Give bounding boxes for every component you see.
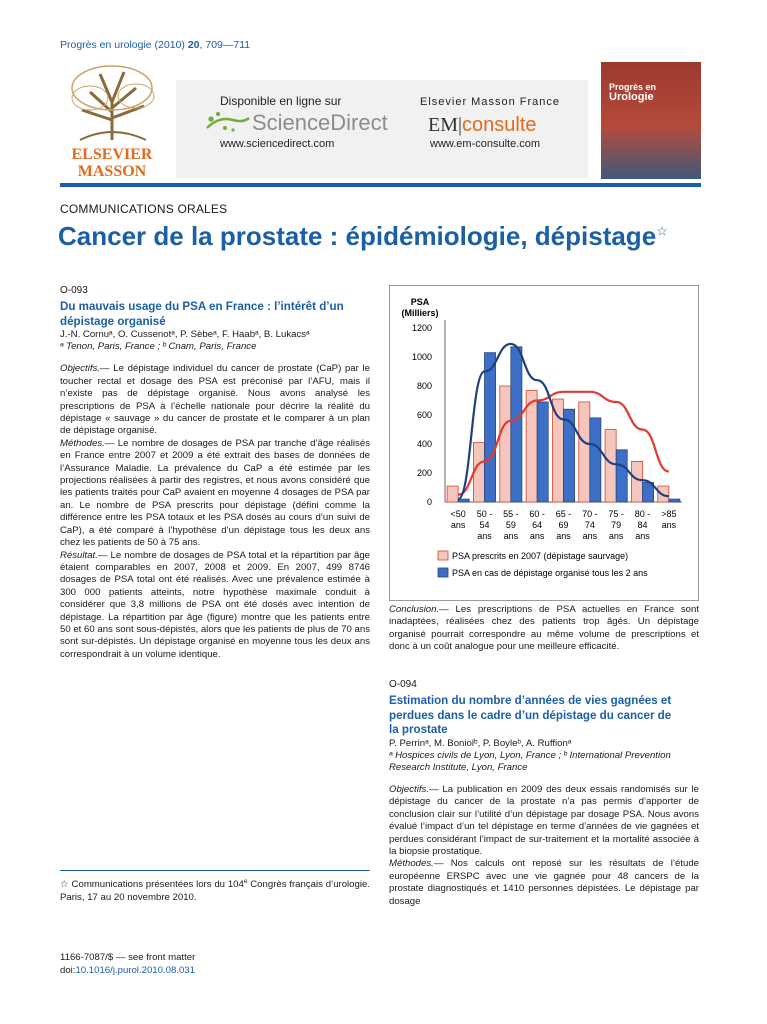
elsevier-logo bbox=[60, 62, 164, 178]
x-tick-label: <50 bbox=[450, 509, 466, 519]
footnote-rule bbox=[60, 870, 370, 871]
y-tick-label: 800 bbox=[416, 381, 432, 391]
em-logo-left: EM bbox=[428, 114, 458, 136]
title-text: Cancer de la prostate : épidémiologie, dépistage bbox=[58, 221, 657, 251]
article-affiliation: ᵃ Tenon, Paris, France ; ᵇ Cnam, Paris, France bbox=[60, 341, 257, 353]
methodes-label: Méthodes. bbox=[60, 437, 105, 449]
article-title-line1: Du mauvais usage du PSA en France : l’intérêt d’un bbox=[60, 300, 344, 314]
footnote-text-b: Congrès français d’urologie. Paris, 17 au 20 novembre 2010. bbox=[60, 879, 370, 903]
objectifs-label: Objectifs. bbox=[60, 363, 100, 375]
x-tick-label: 59 bbox=[505, 520, 516, 530]
methodes-text: — Nos calculs ont reposé sur les résultats de l’étude européenne ERSPC avec une vie gagnée pour 48 cancers de la prostate diagnostiqués et 1410 personnes dépistées. Le dépistage par dosage bbox=[389, 858, 699, 907]
copyright-line: 1166-7087/$ — see front matter bbox=[60, 952, 196, 963]
x-tick-label: ans bbox=[635, 531, 650, 541]
bar-prescrits bbox=[579, 402, 590, 502]
sd-available-text: Disponible en ligne sur bbox=[220, 94, 342, 108]
objectifs-text: — Le dépistage individuel du cancer de prostate (CaP) par le toucher rectal et dosage des PSA est préconisé par l’AFU, mais il n’existe pas de dépistage organisé. Nous avons analysé les prescriptions de PSA à l’échelle nationale pour décrire la réalité du dépistage « sauvage » du cancer de prostate et le comparer à un plan de dépistage organisé. bbox=[60, 363, 370, 437]
cover-title-line2: Urologie bbox=[609, 91, 654, 103]
x-tick-label: 50 - bbox=[476, 509, 493, 519]
article-o094 bbox=[389, 679, 699, 908]
x-tick-label: 79 bbox=[611, 520, 622, 530]
footnote-text-a: Communications présentées lors du 104 bbox=[68, 879, 244, 890]
article-authors: P. Perrinᵃ, M. Boniolᵇ, P. Boyleᵇ, A. Ruffionᵃ bbox=[389, 737, 572, 749]
article-title-line3: la prostate bbox=[389, 723, 448, 737]
x-tick-label: 75 - bbox=[608, 509, 624, 519]
y-axis-label-unit: (Milliers) bbox=[401, 308, 439, 318]
x-tick-label: 74 bbox=[584, 520, 595, 530]
title-footnote-mark[interactable]: ☆ bbox=[656, 223, 668, 239]
methodes-text: — Le nombre de dosages de PSA par tranche d’âge réalisés en France entre 2007 et 2009 a été extrait des bases de données de l’Assurance Maladie. La prévalence du CaP a été estimée par les projections réalisées à partir des registres, et nous avons considéré que les patients traités pour CaP avaient en moyenne 4 dosages de PSA par an. Le nombre de PSA prescrits pour dépistage (défini comme la différence entre les PSA totaux et les PSA dosés au cours d’un suivi de CaP), a été comparé à l’hypothèse d’un dépistage tous les deux ans chez les patients de 50 à 75 ans. bbox=[60, 437, 370, 549]
cover-title-line1: Progrès en bbox=[609, 82, 657, 92]
x-tick-label: ans bbox=[503, 531, 519, 541]
bar-prescrits bbox=[605, 430, 616, 503]
bar-prescrits bbox=[631, 461, 642, 502]
x-tick-label: 84 bbox=[637, 520, 648, 530]
objectifs-paragraph bbox=[60, 363, 370, 437]
copyright-block bbox=[60, 952, 195, 977]
logo-line1: ELSEVIER bbox=[71, 146, 153, 163]
page-title bbox=[58, 221, 668, 252]
bar-organise bbox=[485, 353, 496, 502]
resultat-paragraph bbox=[60, 550, 370, 662]
bar-organise bbox=[564, 409, 575, 502]
legend-swatch-organise bbox=[438, 568, 448, 577]
psa-figure bbox=[389, 285, 699, 601]
x-tick-label: 55 - bbox=[503, 509, 519, 519]
em-consulte-logo: EM|consulte bbox=[428, 114, 537, 136]
x-tick-label: >85 bbox=[661, 509, 677, 519]
section-label: COMMUNICATIONS ORALES bbox=[60, 202, 228, 216]
conclusion-paragraph bbox=[389, 604, 699, 654]
bar-prescrits bbox=[552, 399, 563, 502]
conclusion-label: Conclusion. bbox=[389, 604, 440, 615]
legend-label-prescrits: PSA prescrits en 2007 (dépistage saurvage) bbox=[452, 551, 629, 561]
legend-swatch-prescrits bbox=[438, 551, 448, 560]
y-axis-label: PSA bbox=[410, 297, 430, 307]
doi-link[interactable]: 10.1016/j.purol.2010.08.031 bbox=[75, 964, 195, 976]
x-tick-label: ans bbox=[477, 531, 492, 541]
article-title bbox=[60, 300, 370, 329]
bar-prescrits bbox=[447, 486, 458, 502]
methodes-paragraph bbox=[389, 858, 699, 908]
sciencedirect-name: ScienceDirect bbox=[252, 110, 388, 135]
y-tick-label: 0 bbox=[426, 497, 432, 507]
logo-line2: MASSON bbox=[77, 163, 147, 178]
x-tick-label: 65 - bbox=[555, 509, 572, 519]
x-tick-label: 70 - bbox=[582, 509, 598, 519]
article-o093 bbox=[60, 285, 370, 661]
methodes-label: Méthodes. bbox=[389, 858, 434, 870]
x-tick-label: ans bbox=[529, 531, 545, 541]
article-title-line1: Estimation du nombre d’années de vies gagnées et bbox=[389, 694, 672, 708]
x-tick-label: 64 bbox=[532, 520, 543, 530]
bar-organise bbox=[616, 450, 627, 502]
objectifs-paragraph bbox=[389, 784, 699, 858]
y-tick-label: 200 bbox=[416, 468, 432, 478]
journal-reference bbox=[60, 39, 250, 51]
article-title bbox=[389, 694, 699, 738]
x-tick-label: 69 bbox=[558, 520, 569, 530]
y-tick-label: 400 bbox=[416, 439, 432, 449]
doi-line bbox=[60, 965, 195, 978]
bar-organise bbox=[537, 402, 548, 502]
x-tick-label: 54 bbox=[479, 520, 490, 530]
journal-name: Progrès en urologie (2010) bbox=[60, 39, 188, 51]
article-title-line2: perdues dans le cadre d’un dépistage du cancer de bbox=[389, 708, 672, 722]
article-title-line2: dépistage organisé bbox=[60, 314, 166, 328]
x-tick-label: 60 - bbox=[529, 509, 545, 519]
article-authors: J.-N. Cornuᵃ, O. Cussenotᵃ, P. Sèbeᵃ, F. Haabᵃ, B. Lukacsᵃ bbox=[60, 329, 310, 341]
conclusion-block bbox=[389, 604, 699, 654]
footnote bbox=[60, 879, 370, 904]
bar-organise bbox=[590, 418, 601, 502]
y-tick-label: 600 bbox=[416, 410, 432, 420]
psa-chart bbox=[390, 286, 698, 600]
x-tick-label: 80 - bbox=[634, 509, 651, 519]
y-tick-label: 1000 bbox=[411, 352, 432, 362]
journal-volume: 20 bbox=[187, 39, 200, 51]
journal-pages: , 709—711 bbox=[199, 39, 251, 51]
em-logo-right: consulte bbox=[462, 114, 537, 136]
em-publisher-text: Elsevier Masson France bbox=[420, 96, 560, 108]
journal-cover bbox=[601, 62, 701, 179]
bar-prescrits bbox=[473, 443, 484, 502]
x-tick-label: ans bbox=[608, 531, 624, 541]
resultat-text: — Le nombre de dosages de PSA total et la répartition par âge étaient comparables en 2007, 2008 et 2009. En 2007, 499 8746 dosages de PSA total ont été réalisés. Avec une prévalence estimée à 300 000 patients atteints, notre hypothèse maximale conduit à considérer que 3,8 millions de PSA ont été dosés avec intention de dépistage. La répartition par âge (figure) montre que les patients entre 50 et 60 ans sont sous-dépistés, alors que les patients de plus de 70 ans sont sur-dépistés. Un dépistage organisé en moyenne tous les deux ans correspondrait à un volume identique. bbox=[60, 549, 370, 660]
article-affiliation-line2: Research Institute, Lyon, France bbox=[389, 761, 528, 773]
article-code: O-094 bbox=[389, 679, 417, 690]
bar-organise bbox=[669, 499, 680, 502]
article-code: O-093 bbox=[60, 285, 88, 296]
resultat-label: Résultat. bbox=[60, 549, 98, 561]
objectifs-label: Objectifs. bbox=[389, 783, 429, 795]
x-tick-label: ans bbox=[450, 520, 466, 530]
bar-organise bbox=[511, 347, 522, 502]
bar-prescrits bbox=[500, 386, 511, 502]
footnote-sup: e bbox=[243, 877, 248, 885]
footnote-mark: ☆ bbox=[60, 879, 69, 890]
sciencedirect-icon bbox=[203, 110, 251, 141]
header-rule bbox=[60, 183, 701, 187]
cover-title bbox=[609, 82, 656, 102]
y-tick-label: 1200 bbox=[411, 323, 432, 333]
methodes-paragraph bbox=[60, 438, 370, 550]
sciencedirect-url[interactable]: www.sciencedirect.com bbox=[220, 138, 335, 150]
x-tick-label: ans bbox=[661, 520, 677, 530]
objectifs-text: — La publication en 2009 des deux essais randomisés sur le dépistage du cancer de la prostate n’a pas permis d’apporter de conclusion clair sur l’utilité d’un dépistage par dosage PSA. Nous avons évalué l’impact d’un tel dépistage en terme d’années de vie gagnées et perdues considérant l’impact de sur-traitement et la mortalité associée à la biopsie prostatique. bbox=[389, 783, 699, 857]
em-consulte-url[interactable]: www.em-consulte.com bbox=[430, 138, 541, 150]
legend-label-organise: PSA en cas de dépistage organisé tous les 2 ans bbox=[452, 568, 648, 578]
doi-prefix: doi: bbox=[60, 964, 76, 976]
article-affiliation-line1: ᵃ Hospices civils de Lyon, Lyon, France ; ᵇ International Prevention bbox=[389, 749, 671, 761]
x-tick-label: ans bbox=[582, 531, 598, 541]
conclusion-text: — Les prescriptions de PSA actuelles en France sont inadaptées, réalisées chez des patients trop âgés. Un dépistage organisé pourrait correspondre au même volume de prescriptions et donc à un coût analogue pour une meilleure efficacité. bbox=[389, 604, 699, 653]
x-tick-label: ans bbox=[556, 531, 571, 541]
